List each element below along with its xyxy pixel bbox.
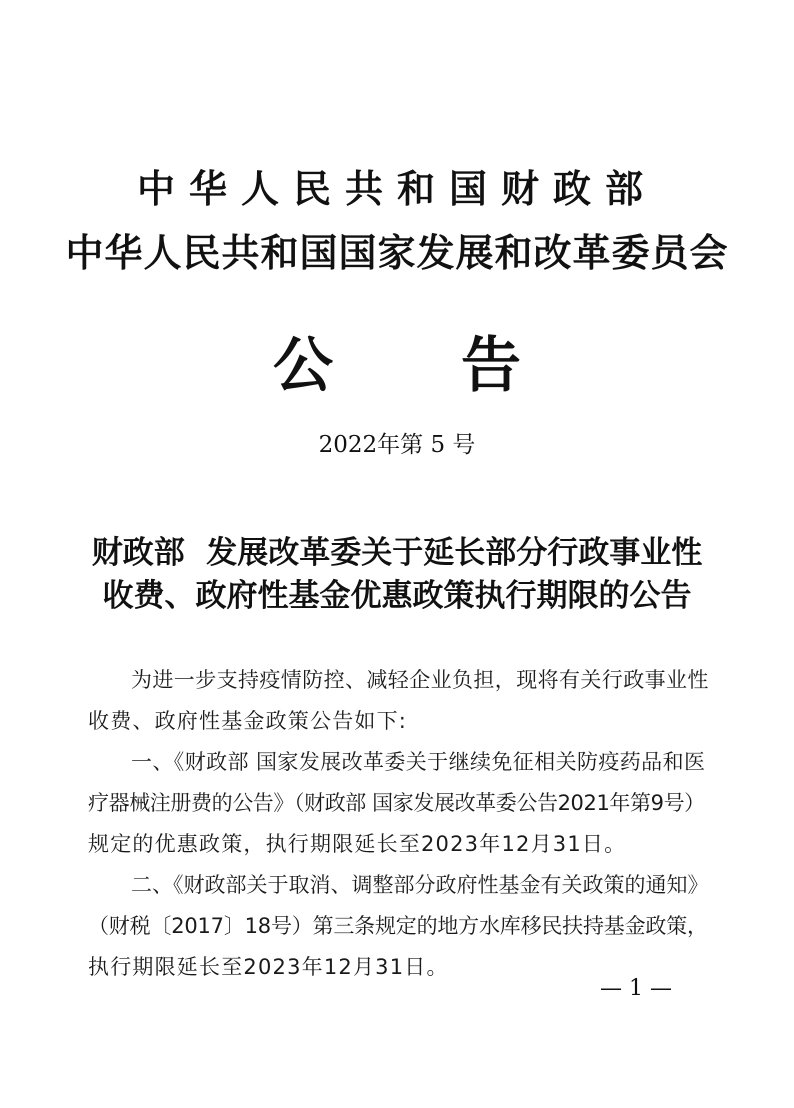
- body-line: 规定的优惠政策，执行期限延长至2023年12月31日。: [88, 832, 627, 856]
- body-line: 一、《财政部 国家发展改革委关于继续免征相关防疫药品和医: [131, 750, 706, 774]
- issuer-ndrc: 中华人民共和国国家发展和改革委员会: [65, 230, 729, 275]
- notice-title: 公告: [273, 331, 649, 401]
- body-line: 为进一步支持疫情防控、减轻企业负担，现将有关行政事业性: [131, 668, 709, 692]
- document-title-line-2: 收费、政府性基金优惠政策执行期限的公告: [102, 578, 692, 614]
- body-line: （财税〔2017〕18号）第三条规定的地方水库移民扶持基金政策，: [88, 914, 708, 938]
- body-line: 执行期限延长至2023年12月31日。: [88, 955, 449, 979]
- issuer-ministry-of-finance: 中华人民共和国财政部: [136, 166, 657, 211]
- document-number: 2022年第 5 号: [318, 432, 476, 458]
- body-line: 收费、政府性基金政策公告如下:: [88, 709, 408, 733]
- body-line: 二、《财政部关于取消、调整部分政府性基金有关政策的通知》: [131, 873, 709, 897]
- page-number: — 1 —: [600, 976, 672, 1001]
- document-title-line-1: 财政部 发展改革委关于延长部分行政事业性: [91, 535, 703, 571]
- body-line: 疗器械注册费的公告》（财政部 国家发展改革委公告2021年第9号）: [88, 791, 705, 815]
